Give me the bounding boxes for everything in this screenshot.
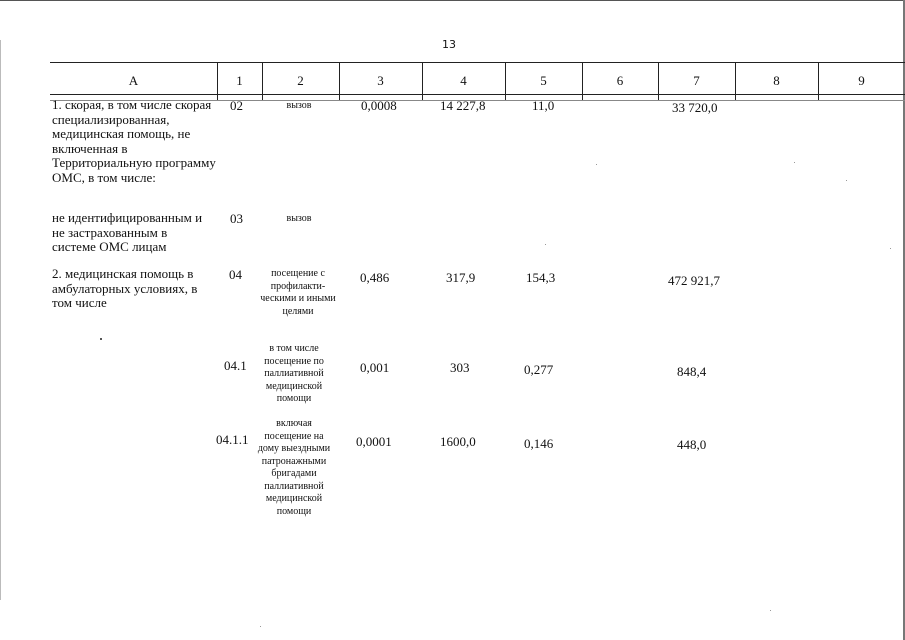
row-value-4: 303 <box>450 360 470 375</box>
scan-speck <box>545 244 546 245</box>
row-value-7: 448,0 <box>677 437 707 452</box>
column-header-7: 7 <box>693 73 700 88</box>
row-value-5: 0,146 <box>524 436 554 451</box>
column-header-6: 6 <box>616 73 624 88</box>
column-header-5: 5 <box>540 73 547 88</box>
row-value-3: 0,486 <box>360 270 390 285</box>
scan-speck <box>846 180 847 181</box>
row-name: не идентифицированным и не застрахованным в системе ОМС лицам <box>52 210 203 254</box>
row-code: 04.1.1 <box>216 432 249 447</box>
row-code: 03 <box>230 211 243 226</box>
row-name: 1. скорая, в том числе скорая специализированная, медицинская помощь, не включенная в Территориальную программу ОМС, в том числе: <box>52 97 216 185</box>
column-header-4: 4 <box>460 73 467 88</box>
scan-speck <box>100 338 102 340</box>
row-unit: вызов <box>286 213 312 224</box>
row-value-3: 0,0001 <box>356 434 392 449</box>
scan-speck <box>890 248 891 249</box>
row-unit: включая посещение на дому выездными патронажными бригадами паллиативной медицинской помощи <box>257 418 331 517</box>
row-value-5: 154,3 <box>526 270 556 285</box>
scan-speck <box>794 162 795 163</box>
column-header-A: A <box>128 73 139 88</box>
row-value-3: 0,0008 <box>361 98 397 113</box>
row-code: 04 <box>229 267 242 282</box>
column-header-2: 2 <box>297 73 304 88</box>
row-name: 2. медицинская помощь в амбулаторных условиях, в том числе <box>52 266 198 310</box>
row-unit: вызов <box>286 100 312 111</box>
column-header-3: 3 <box>377 73 384 88</box>
scan-speck <box>260 626 261 627</box>
row-value-7: 848,4 <box>677 364 707 379</box>
column-header-8: 8 <box>773 73 780 88</box>
scan-left-edge <box>0 40 1 600</box>
page-number: 13 <box>442 38 456 51</box>
scan-speck <box>770 610 771 611</box>
column-header-1: 1 <box>236 73 243 88</box>
row-value-5: 11,0 <box>532 98 555 113</box>
row-value-4: 317,9 <box>446 270 476 285</box>
row-value-4: 1600,0 <box>440 434 476 449</box>
row-code: 04.1 <box>224 358 247 373</box>
table-header-top-border <box>50 62 905 63</box>
row-value-7: 472 921,7 <box>668 273 720 288</box>
row-value-5: 0,277 <box>524 362 554 377</box>
row-unit: посещение с профилакти-ческими и иными целями <box>260 268 336 317</box>
row-value-3: 0,001 <box>360 360 390 375</box>
row-value-7: 33 720,0 <box>672 100 718 115</box>
row-code: 02 <box>230 98 243 113</box>
row-value-4: 14 227,8 <box>440 98 486 113</box>
row-unit: в том числе посещение по паллиативной медицинской помощи <box>264 343 324 404</box>
column-header-9: 9 <box>858 73 865 88</box>
scan-speck <box>596 164 597 165</box>
scan-top-edge <box>0 0 905 1</box>
